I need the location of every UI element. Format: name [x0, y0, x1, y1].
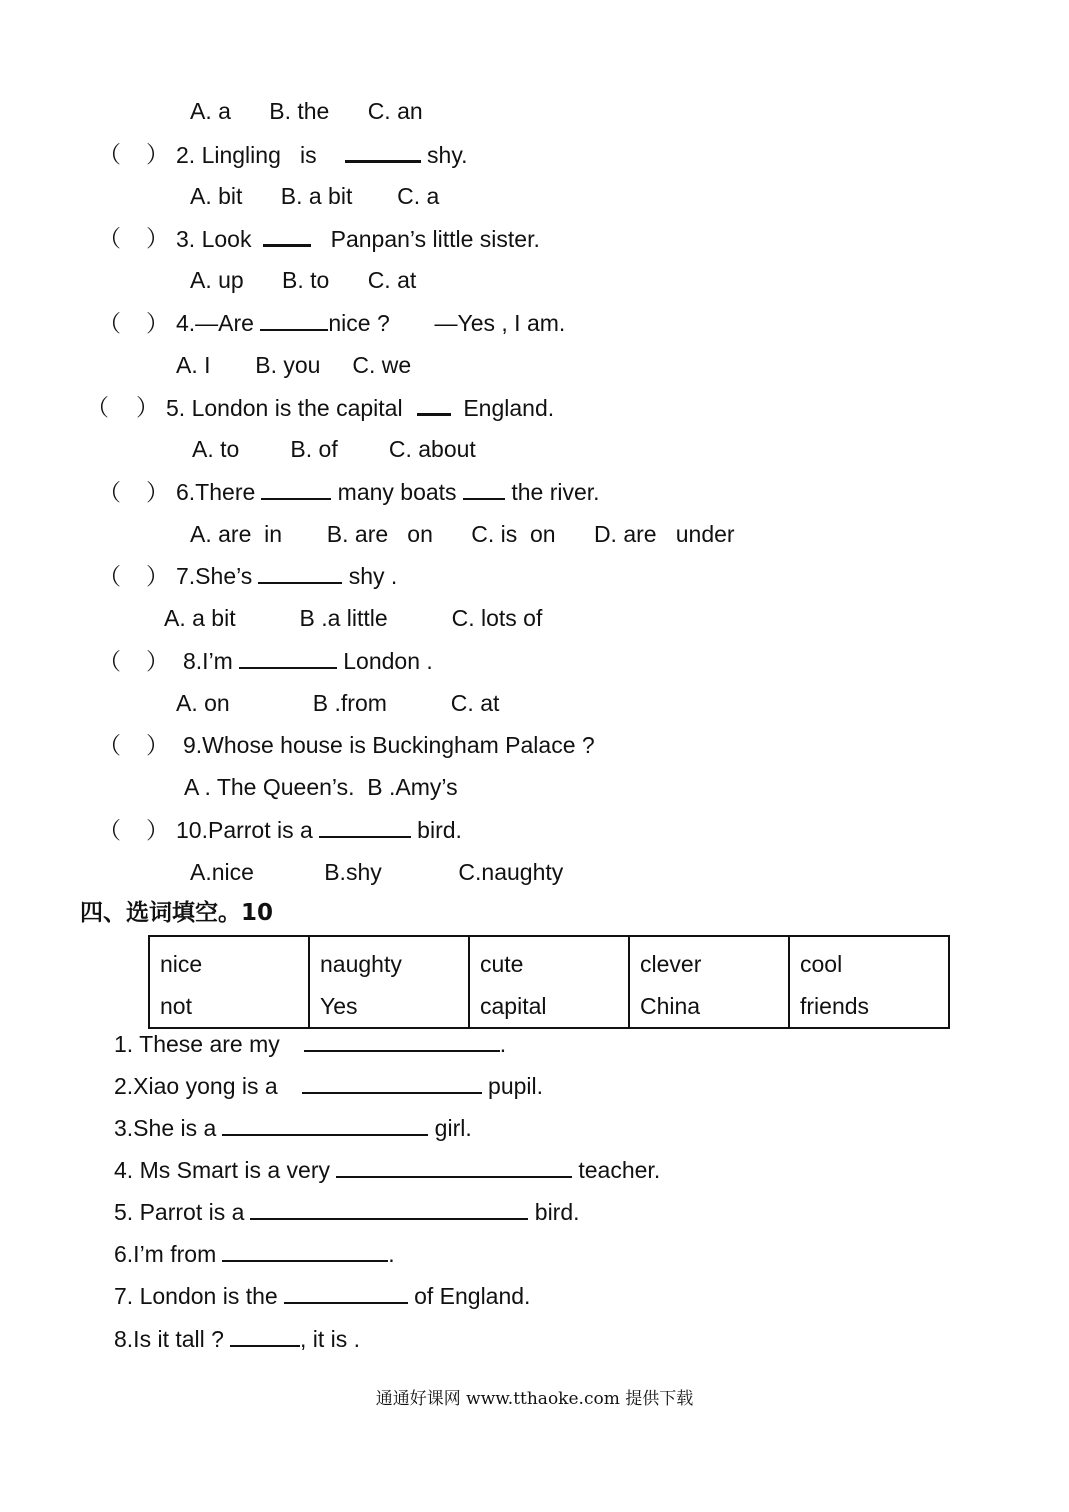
answer-paren-open: （ [98, 817, 121, 843]
fill-item-tail: , it is . [299, 1326, 360, 1352]
fill-item-tail: girl. [428, 1115, 472, 1141]
fill-item-stem: 3.She is a [114, 1115, 217, 1141]
question-options: A. bit B. a bit C. a [190, 183, 440, 209]
question-stem: 7.She’s [176, 563, 253, 589]
fill-item-stem: 5. Parrot is a [114, 1199, 245, 1225]
fill-blank[interactable] [302, 1072, 482, 1094]
word-bank-cell [629, 936, 789, 1028]
answer-paren-close: ） [146, 141, 169, 167]
question-stem: 3. Look [176, 226, 252, 252]
answer-paren-close: ） [146, 479, 169, 505]
fill-item-tail: of England. [407, 1283, 531, 1309]
fill-item-3 [114, 1114, 472, 1142]
word-bank-word: cute [480, 951, 524, 977]
answer-paren-open: （ [98, 732, 121, 758]
fill-item-tail: pupil. [481, 1073, 544, 1099]
fill-blank[interactable] [222, 1240, 388, 1262]
fill-item-stem: 6.I’m from [114, 1241, 217, 1267]
question-options: A.nice B.shy C.naughty [190, 859, 564, 885]
question-stem: 2. Lingling is [176, 142, 317, 168]
answer-paren-open: （ [98, 479, 121, 505]
q1-options: A. a B. the C. an [190, 98, 423, 124]
fill-item-stem: 4. Ms Smart is a very [114, 1157, 330, 1183]
word-bank-word: naughty [320, 951, 402, 977]
question-text [176, 309, 565, 337]
page-footer: 通通好课网 www.tthaoke.com 提供下载 [375, 1389, 694, 1409]
question-options: A. up B. to C. at [190, 267, 417, 293]
fill-item-stem: 1. These are my [114, 1031, 280, 1057]
question-text [176, 140, 468, 169]
answer-paren-open: （ [86, 394, 109, 420]
question-text [176, 478, 600, 506]
question-text [166, 393, 554, 422]
word-bank-table [148, 935, 950, 1029]
question-stem: 5. London is the capital [166, 395, 403, 421]
question-options: A. are in B. are on C. is on D. are under [190, 521, 735, 547]
fill-item-1 [114, 1030, 506, 1058]
fill-item-tail: . [499, 1031, 507, 1057]
answer-paren-open: （ [98, 141, 121, 167]
section-title: 四、选词填空。10 [80, 900, 274, 926]
answer-blank[interactable] [258, 562, 342, 584]
fill-item-tail: teacher. [571, 1157, 661, 1183]
fill-item-6 [114, 1240, 395, 1268]
fill-blank[interactable] [222, 1114, 428, 1136]
word-bank-word: capital [480, 993, 547, 1019]
question-tail: nice ? —Yes , I am. [328, 310, 566, 336]
word-bank-cell [469, 936, 629, 1028]
question-text [176, 816, 462, 844]
word-bank-cell [149, 936, 309, 1028]
answer-paren-close: ） [146, 817, 169, 843]
word-bank-word: clever [640, 951, 702, 977]
answer-blank-1[interactable] [261, 478, 331, 500]
answer-paren-close: ） [146, 732, 169, 758]
answer-paren-open: （ [98, 225, 121, 251]
answer-paren-open: （ [98, 563, 121, 589]
answer-paren-close: ） [136, 394, 159, 420]
answer-blank[interactable] [319, 816, 411, 838]
word-bank-word: China [640, 993, 701, 1019]
fill-item-8 [114, 1325, 360, 1353]
word-bank-word: cool [800, 951, 843, 977]
question-tail: shy. [420, 142, 468, 168]
question-tail: England. [450, 395, 555, 421]
question-options: A . The Queen’s. B .Amy’s [184, 774, 458, 800]
answer-paren-open: （ [98, 310, 121, 336]
answer-paren-close: ） [146, 310, 169, 336]
answer-blank[interactable] [239, 647, 337, 669]
fill-item-5 [114, 1198, 580, 1226]
word-bank-word: Yes [320, 993, 358, 1019]
word-bank-word: friends [800, 993, 870, 1019]
answer-blank[interactable] [345, 140, 421, 163]
question-text [183, 647, 433, 675]
answer-blank[interactable] [417, 393, 451, 416]
question-text [176, 562, 397, 590]
question-tail: bird. [410, 817, 462, 843]
word-bank-cell [789, 936, 949, 1028]
fill-item-4 [114, 1156, 660, 1184]
fill-item-tail: bird. [528, 1199, 580, 1225]
answer-blank[interactable] [263, 224, 311, 247]
fill-item-stem: 2.Xiao yong is a [114, 1073, 278, 1099]
fill-item-tail: . [388, 1241, 395, 1267]
answer-paren-open: （ [98, 648, 121, 674]
fill-blank[interactable] [230, 1325, 300, 1347]
question-stem: 4.—Are [176, 310, 261, 336]
question-options: A. I B. you C. we [176, 352, 412, 378]
answer-paren-close: ） [146, 563, 169, 589]
question-stem: 8.I’m [183, 648, 233, 674]
question-tail: the river. [504, 479, 600, 505]
question-stem: 6.There [176, 479, 256, 505]
answer-blank-2[interactable] [463, 478, 505, 500]
question-tail: London . [336, 648, 433, 674]
question-options: A. to B. of C. about [192, 436, 476, 462]
word-bank-word: nice [160, 951, 203, 977]
word-bank-word: not [160, 993, 192, 1019]
word-bank-cell [309, 936, 469, 1028]
fill-blank[interactable] [250, 1198, 528, 1220]
fill-item-stem: 8.Is it tall ? [114, 1326, 224, 1352]
question-mid: many boats [331, 479, 463, 505]
question-stem: 10.Parrot is a [176, 817, 313, 843]
answer-blank[interactable] [260, 309, 328, 331]
fill-item-2 [114, 1072, 543, 1100]
fill-blank[interactable] [304, 1030, 500, 1052]
fill-item-7 [114, 1282, 530, 1310]
question-text: 9.Whose house is Buckingham Palace ? [183, 732, 595, 758]
question-tail: shy . [342, 563, 398, 589]
question-options: A. a bit B .a little C. lots of [164, 605, 543, 631]
answer-paren-close: ） [146, 225, 169, 251]
fill-item-stem: 7. London is the [114, 1283, 278, 1309]
fill-blank[interactable] [284, 1282, 408, 1304]
fill-blank[interactable] [336, 1156, 572, 1178]
question-options: A. on B .from C. at [176, 690, 500, 716]
question-tail: Panpan’s little sister. [311, 226, 540, 252]
answer-paren-close: ） [146, 648, 169, 674]
question-text [176, 224, 540, 253]
